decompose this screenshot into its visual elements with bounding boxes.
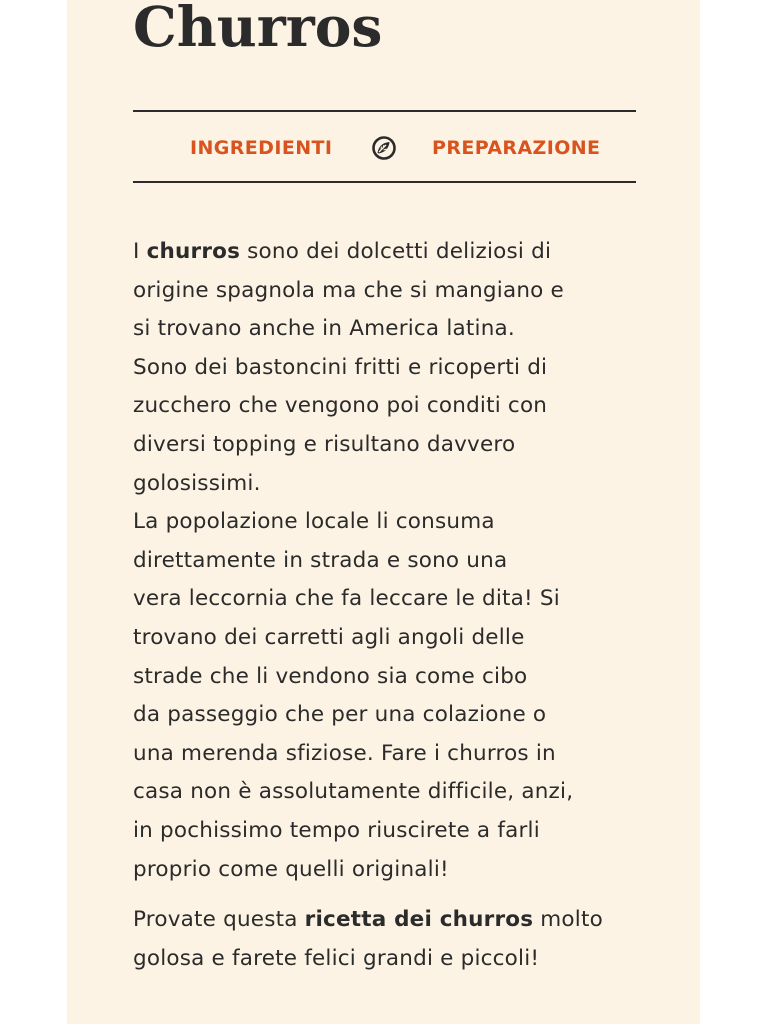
text-fragment: I (133, 239, 147, 264)
text-line: proprio come quelli originali! (133, 856, 449, 882)
intro-paragraph-1 (133, 233, 643, 889)
text-line: da passeggio che per una colazione o (133, 702, 547, 728)
text-fragment: sono dei dolcetti deliziosi di (240, 239, 552, 264)
text-line (133, 901, 643, 940)
preparation-link[interactable]: PREPARAZIONE (432, 137, 601, 159)
leaf-circle-icon (371, 135, 397, 161)
text-line: casa non è assolutamente difficile, anzi, (133, 779, 574, 805)
text-line: diversi topping e risultano davvero (133, 431, 516, 457)
recipe-section-nav (133, 112, 636, 181)
text-line: Sono dei bastoncini fritti e ricoperti di (133, 354, 548, 380)
text-line: in pochissimo tempo riuscirete a farli (133, 817, 540, 843)
text-line: trovano dei carretti agli angoli delle (133, 624, 525, 650)
text-line: zucchero che vengono poi conditi con (133, 393, 548, 419)
ingredients-link[interactable]: INGREDIENTI (190, 137, 333, 159)
text-line: golosissimi. (133, 470, 261, 496)
text-fragment: Provate questa (133, 907, 305, 933)
bold-keyword: churros (146, 239, 241, 264)
text-fragment: molto (533, 907, 603, 933)
text-line: golosa e farete felici grandi e piccoli! (133, 945, 540, 971)
nav-divider-bottom (133, 181, 636, 183)
bold-keyword: ricetta dei churros (304, 907, 534, 933)
text-line: strade che li vendono sia come cibo (133, 663, 528, 689)
text-line: origine spagnola ma che si mangiano e (133, 277, 564, 303)
text-line: vera leccornia che fa leccare le dita! Si (133, 586, 560, 612)
text-line (133, 233, 643, 272)
intro-text (133, 233, 643, 978)
text-line: una merenda sfiziose. Fare i churros in (133, 740, 556, 766)
text-line: si trovano anche in America latina. (133, 316, 515, 342)
text-line: La popolazione locale li consuma (133, 509, 495, 535)
intro-paragraph-2 (133, 901, 643, 978)
page-title: Churros (133, 0, 383, 59)
text-line: direttamente in strada e sono una (133, 547, 508, 573)
